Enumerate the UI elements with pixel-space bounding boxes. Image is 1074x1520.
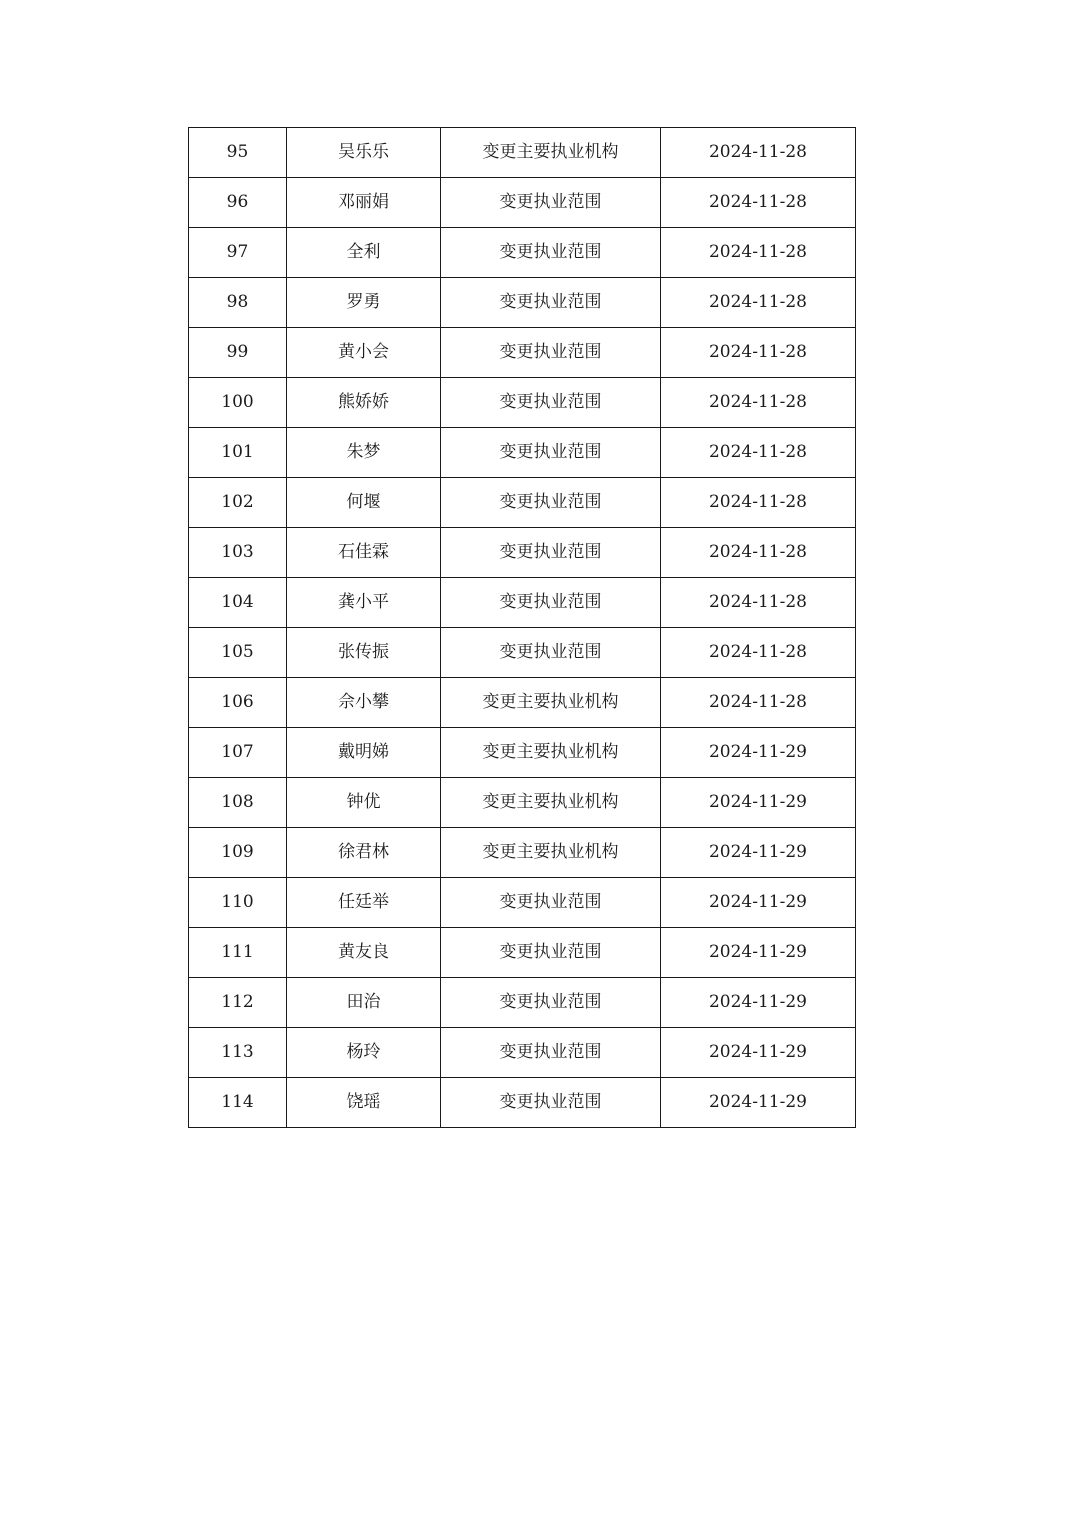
person-name: 杨玲 — [287, 1028, 441, 1078]
person-name: 钟优 — [287, 778, 441, 828]
change-type: 变更主要执业机构 — [441, 828, 661, 878]
change-type: 变更主要执业机构 — [441, 778, 661, 828]
table-row — [189, 778, 856, 828]
change-type: 变更执业范围 — [441, 578, 661, 628]
table-row — [189, 428, 856, 478]
table-row — [189, 628, 856, 678]
change-type: 变更执业范围 — [441, 1078, 661, 1128]
row-number: 104 — [189, 578, 287, 628]
row-number: 108 — [189, 778, 287, 828]
person-name: 全利 — [287, 228, 441, 278]
table-row — [189, 678, 856, 728]
person-name: 饶瑶 — [287, 1078, 441, 1128]
table-row — [189, 828, 856, 878]
table-row — [189, 578, 856, 628]
records-table — [188, 127, 856, 1128]
change-type: 变更执业范围 — [441, 278, 661, 328]
change-type: 变更执业范围 — [441, 928, 661, 978]
change-date: 2024-11-29 — [661, 978, 856, 1028]
change-type: 变更执业范围 — [441, 328, 661, 378]
row-number: 107 — [189, 728, 287, 778]
change-date: 2024-11-29 — [661, 778, 856, 828]
change-type: 变更主要执业机构 — [441, 678, 661, 728]
table-row — [189, 378, 856, 428]
row-number: 100 — [189, 378, 287, 428]
change-type: 变更执业范围 — [441, 1028, 661, 1078]
row-number: 113 — [189, 1028, 287, 1078]
person-name: 任廷举 — [287, 878, 441, 928]
person-name: 田治 — [287, 978, 441, 1028]
change-date: 2024-11-29 — [661, 878, 856, 928]
table-row — [189, 878, 856, 928]
change-type: 变更执业范围 — [441, 978, 661, 1028]
change-date: 2024-11-28 — [661, 228, 856, 278]
change-date: 2024-11-29 — [661, 1028, 856, 1078]
row-number: 110 — [189, 878, 287, 928]
table-row — [189, 228, 856, 278]
person-name: 朱梦 — [287, 428, 441, 478]
change-date: 2024-11-28 — [661, 128, 856, 178]
change-type: 变更执业范围 — [441, 528, 661, 578]
table-row — [189, 128, 856, 178]
table-row — [189, 1078, 856, 1128]
table-row — [189, 728, 856, 778]
change-date: 2024-11-28 — [661, 578, 856, 628]
change-type: 变更执业范围 — [441, 378, 661, 428]
change-date: 2024-11-28 — [661, 628, 856, 678]
person-name: 石佳霖 — [287, 528, 441, 578]
change-date: 2024-11-28 — [661, 428, 856, 478]
row-number: 105 — [189, 628, 287, 678]
row-number: 101 — [189, 428, 287, 478]
change-date: 2024-11-28 — [661, 678, 856, 728]
row-number: 97 — [189, 228, 287, 278]
change-date: 2024-11-28 — [661, 378, 856, 428]
change-type: 变更执业范围 — [441, 628, 661, 678]
change-date: 2024-11-28 — [661, 328, 856, 378]
row-number: 95 — [189, 128, 287, 178]
table-row — [189, 928, 856, 978]
change-date: 2024-11-29 — [661, 728, 856, 778]
person-name: 佘小攀 — [287, 678, 441, 728]
row-number: 99 — [189, 328, 287, 378]
table-row — [189, 478, 856, 528]
table-row — [189, 278, 856, 328]
row-number: 109 — [189, 828, 287, 878]
change-type: 变更执业范围 — [441, 478, 661, 528]
row-number: 112 — [189, 978, 287, 1028]
person-name: 黄友良 — [287, 928, 441, 978]
change-type: 变更执业范围 — [441, 228, 661, 278]
person-name: 徐君林 — [287, 828, 441, 878]
person-name: 邓丽娟 — [287, 178, 441, 228]
change-date: 2024-11-28 — [661, 478, 856, 528]
change-date: 2024-11-29 — [661, 928, 856, 978]
change-date: 2024-11-28 — [661, 278, 856, 328]
person-name: 黄小会 — [287, 328, 441, 378]
person-name: 张传振 — [287, 628, 441, 678]
change-date: 2024-11-29 — [661, 1078, 856, 1128]
table-row — [189, 328, 856, 378]
table-row — [189, 978, 856, 1028]
row-number: 102 — [189, 478, 287, 528]
row-number: 111 — [189, 928, 287, 978]
person-name: 龚小平 — [287, 578, 441, 628]
change-date: 2024-11-28 — [661, 178, 856, 228]
change-type: 变更主要执业机构 — [441, 728, 661, 778]
change-type: 变更执业范围 — [441, 178, 661, 228]
table-row — [189, 528, 856, 578]
person-name: 戴明娣 — [287, 728, 441, 778]
change-type: 变更执业范围 — [441, 878, 661, 928]
row-number: 96 — [189, 178, 287, 228]
change-type: 变更执业范围 — [441, 428, 661, 478]
change-type: 变更主要执业机构 — [441, 128, 661, 178]
person-name: 罗勇 — [287, 278, 441, 328]
row-number: 106 — [189, 678, 287, 728]
change-date: 2024-11-28 — [661, 528, 856, 578]
row-number: 98 — [189, 278, 287, 328]
table-row — [189, 178, 856, 228]
table-row — [189, 1028, 856, 1078]
records-table-body — [189, 128, 856, 1128]
change-date: 2024-11-29 — [661, 828, 856, 878]
person-name: 何堰 — [287, 478, 441, 528]
person-name: 吴乐乐 — [287, 128, 441, 178]
row-number: 103 — [189, 528, 287, 578]
row-number: 114 — [189, 1078, 287, 1128]
person-name: 熊娇娇 — [287, 378, 441, 428]
